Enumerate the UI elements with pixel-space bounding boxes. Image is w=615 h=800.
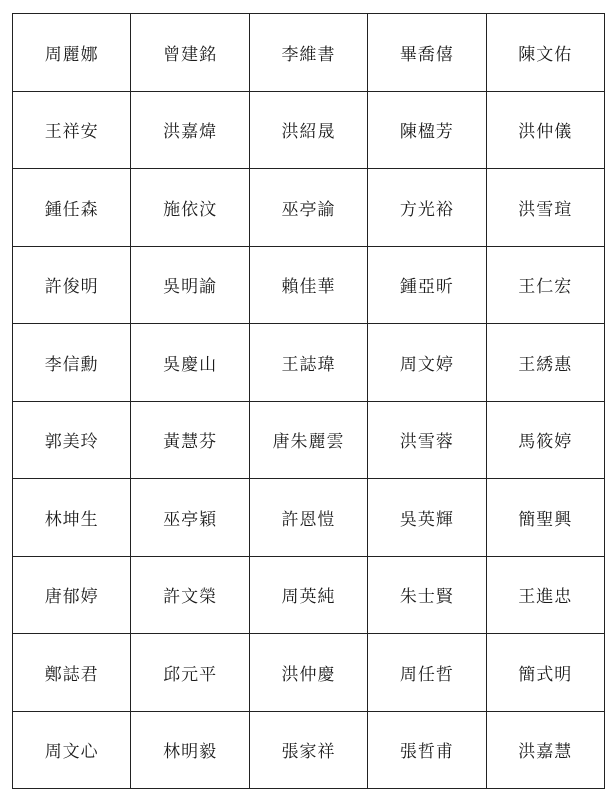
name-cell: 簡式明 <box>486 634 604 712</box>
name-cell: 周文心 <box>13 711 131 789</box>
name-cell: 王進忠 <box>486 556 604 634</box>
name-cell: 林坤生 <box>13 479 131 557</box>
name-cell: 朱士賢 <box>368 556 486 634</box>
name-cell: 洪嘉煒 <box>131 91 249 169</box>
table-row <box>13 711 605 789</box>
name-cell: 周英純 <box>249 556 367 634</box>
name-cell: 黃慧芬 <box>131 401 249 479</box>
name-cell: 鍾任森 <box>13 169 131 247</box>
name-cell: 林明毅 <box>131 711 249 789</box>
table-row <box>13 634 605 712</box>
name-cell: 許俊明 <box>13 246 131 324</box>
name-cell: 吳慶山 <box>131 324 249 402</box>
name-cell: 賴佳華 <box>249 246 367 324</box>
name-cell: 洪仲慶 <box>249 634 367 712</box>
name-roster-page <box>12 13 605 788</box>
table-row <box>13 14 605 92</box>
table-row <box>13 479 605 557</box>
name-cell: 施依汶 <box>131 169 249 247</box>
name-cell: 張哲甫 <box>368 711 486 789</box>
name-cell: 鄭誌君 <box>13 634 131 712</box>
name-cell: 李維書 <box>249 14 367 92</box>
name-cell: 周麗娜 <box>13 14 131 92</box>
name-cell: 巫亭穎 <box>131 479 249 557</box>
name-cell: 王誌瑋 <box>249 324 367 402</box>
name-cell: 陳楹芳 <box>368 91 486 169</box>
name-cell: 李信勳 <box>13 324 131 402</box>
name-cell: 邱元平 <box>131 634 249 712</box>
table-row <box>13 556 605 634</box>
name-table-body <box>13 14 605 789</box>
name-cell: 簡聖興 <box>486 479 604 557</box>
name-cell: 洪仲儀 <box>486 91 604 169</box>
name-cell: 洪雪瑄 <box>486 169 604 247</box>
name-cell: 唐郁婷 <box>13 556 131 634</box>
name-cell: 周文婷 <box>368 324 486 402</box>
name-cell: 郭美玲 <box>13 401 131 479</box>
table-row <box>13 401 605 479</box>
name-cell: 馬筱婷 <box>486 401 604 479</box>
name-cell: 洪雪蓉 <box>368 401 486 479</box>
name-cell: 許恩愷 <box>249 479 367 557</box>
table-row <box>13 169 605 247</box>
name-cell: 鍾亞昕 <box>368 246 486 324</box>
name-cell: 許文榮 <box>131 556 249 634</box>
table-row <box>13 324 605 402</box>
name-cell: 方光裕 <box>368 169 486 247</box>
name-cell: 唐朱麗雲 <box>249 401 367 479</box>
name-cell: 王仁宏 <box>486 246 604 324</box>
table-row <box>13 246 605 324</box>
name-cell: 吳明諭 <box>131 246 249 324</box>
name-cell: 畢喬僖 <box>368 14 486 92</box>
name-cell: 張家祥 <box>249 711 367 789</box>
name-cell: 洪紹晟 <box>249 91 367 169</box>
name-cell: 洪嘉慧 <box>486 711 604 789</box>
table-row <box>13 91 605 169</box>
name-cell: 王祥安 <box>13 91 131 169</box>
name-cell: 陳文佑 <box>486 14 604 92</box>
name-cell: 曾建銘 <box>131 14 249 92</box>
name-table <box>12 13 605 789</box>
name-cell: 吳英輝 <box>368 479 486 557</box>
name-cell: 周任哲 <box>368 634 486 712</box>
name-cell: 巫亭諭 <box>249 169 367 247</box>
name-cell: 王綉惠 <box>486 324 604 402</box>
